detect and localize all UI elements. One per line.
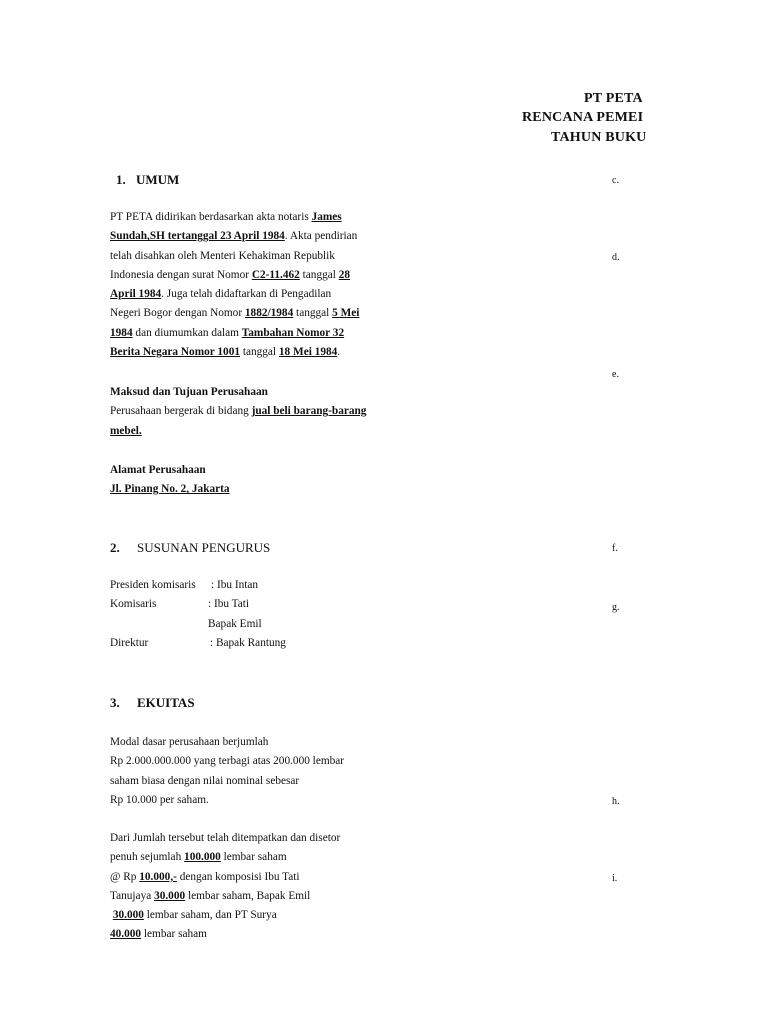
text-run: dan diumumkan dalam	[132, 326, 242, 339]
text-run: tanggal	[240, 346, 279, 359]
share-price: 10.000,-	[139, 870, 177, 883]
letter-number: C2-11.462	[251, 268, 300, 281]
business-field-cont: mebel.	[110, 424, 142, 437]
direktur-label: Direktur	[110, 637, 149, 649]
section-umum-heading	[116, 172, 179, 188]
umum-paragraph	[110, 208, 359, 362]
margin-mark-c: c.	[612, 175, 619, 186]
ekuitas-paragraph-2	[110, 829, 340, 945]
text-run: penuh sejumlah	[110, 851, 185, 864]
margin-mark-g: g.	[612, 602, 620, 613]
text-run: lembar saham, dan PT Surya	[143, 909, 277, 922]
section-title: UMUM	[136, 172, 180, 187]
section-title: SUSUNAN PENGURUS	[137, 540, 271, 555]
letter-date-cont: April 1984	[110, 288, 162, 301]
margin-mark-e: e.	[612, 369, 619, 380]
court-date-cont: 1984	[110, 326, 133, 339]
section-pengurus-heading	[110, 540, 270, 556]
business-field: jual beli barang-barang	[251, 405, 367, 418]
ekuitas-paragraph-1	[110, 733, 344, 810]
text-run: Indonesia dengan surat Nomor	[110, 268, 252, 281]
text-run: Negeri Bogor dengan Nomor	[110, 307, 245, 320]
text-run: . Juga telah didaftarkan di Pengadilan	[161, 288, 332, 301]
text-run: @ Rp	[110, 870, 140, 883]
company-address: Jl. Pinang No. 2, Jakarta	[110, 483, 230, 496]
text-line: Rp 10.000 per saham.	[110, 793, 209, 806]
gazette-date: 18 Mei 1984	[278, 346, 338, 359]
text-run: Perusahaan bergerak di bidang	[110, 405, 252, 418]
shares-tati: 30.000	[154, 889, 186, 902]
direktur-value: : Bapak Rantung	[210, 637, 286, 649]
text-run: .	[337, 346, 341, 359]
notary-name: James	[311, 211, 342, 223]
text-run: telah disahkan oleh Menteri Kehakiman Republik	[110, 249, 335, 262]
fiscal-year-title: TAHUN BUKU	[551, 130, 647, 145]
alamat-title: Alamat Perusahaan	[110, 464, 206, 476]
text-run: lembar saham, Bapak Emil	[185, 889, 311, 902]
text-run: . Akta pendirian	[284, 230, 358, 243]
margin-mark-i: i.	[612, 873, 618, 884]
supplement-number: Tambahan Nomor 32	[241, 326, 345, 339]
presiden-value: : Ibu Intan	[211, 579, 259, 591]
maksud-block	[110, 383, 366, 441]
plan-title: RENCANA PEMEI	[522, 110, 644, 125]
text-line: Rp 2.000.000.000 yang terbagi atas 200.000 lembar	[110, 755, 345, 768]
text-line: saham biasa dengan nilai nominal sebesar	[110, 774, 300, 787]
komisaris-value: : Ibu Tati	[208, 598, 250, 610]
alamat-block	[110, 461, 230, 500]
komisaris-value-2: Bapak Emil	[208, 618, 262, 630]
section-title: EKUITAS	[137, 695, 195, 710]
text-run: Tanujaya	[110, 889, 155, 902]
text-line: Dari Jumlah tersebut telah ditempatkan dan disetor	[110, 832, 341, 844]
maksud-title: Maksud dan Tujuan Perusahaan	[110, 386, 268, 398]
text-line: Modal dasar perusahaan berjumlah	[110, 736, 269, 748]
letter-date: 28	[338, 268, 351, 281]
court-date: 5 Mei	[332, 307, 360, 320]
company-title: PT PETA	[584, 91, 643, 106]
text-run: tanggal	[299, 268, 339, 281]
notary-date: Sundah,SH tertanggal 23 April 1984	[110, 230, 285, 243]
text-run: dengan komposisi Ibu Tati	[176, 870, 300, 883]
text-run: PT PETA didirikan berdasarkan akta notaris	[110, 211, 312, 223]
shares-emil: 30.000	[112, 909, 144, 922]
margin-mark-f: f.	[612, 543, 618, 554]
issued-shares: 100.000	[184, 851, 221, 864]
section-number: 3.	[110, 695, 120, 710]
section-number: 1.	[116, 172, 126, 187]
text-run: lembar saham	[220, 851, 287, 864]
text-run: lembar saham	[141, 928, 207, 941]
text-run: tanggal	[293, 307, 333, 320]
court-number: 1882/1984	[244, 307, 294, 320]
margin-mark-d: d.	[612, 252, 620, 263]
komisaris-label: Komisaris	[110, 598, 157, 610]
margin-mark-h: h.	[612, 796, 620, 807]
shares-surya: 40.000	[110, 928, 142, 941]
gazette-number: Berita Negara Nomor 1001	[110, 346, 240, 359]
section-ekuitas-heading	[110, 695, 195, 711]
presiden-label: Presiden komisaris	[110, 579, 196, 591]
section-number: 2.	[110, 540, 120, 555]
